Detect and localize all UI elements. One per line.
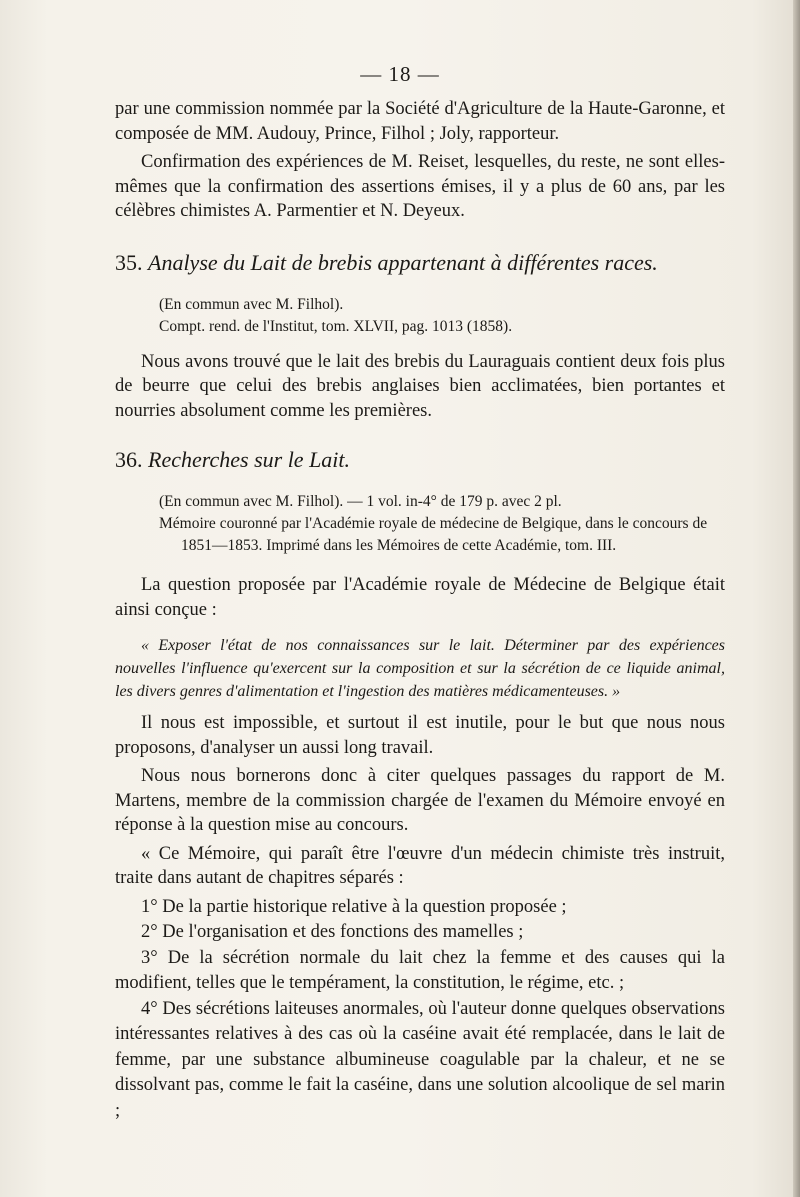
intro-paragraph-1: par une commission nommée par la Société d'Agriculture de la Haute-Garonne, et composée de MM. Audouy, Prince, Filhol ; Joly, rapporteur. xyxy=(115,99,725,144)
page-number: — 18 — xyxy=(360,62,440,86)
section-35-text: Nous avons trouvé que le lait des brebis du Lauraguais contient deux fois plus de beurre que celui des brebis anglaises bien acclimatées, bien portantes et nourries absolument comme les premières. xyxy=(115,351,725,421)
section-36-heading xyxy=(115,445,725,475)
page-edge-shadow xyxy=(793,0,800,1197)
list-item: 1° De la partie historique relative à la question proposée ; xyxy=(141,896,567,917)
section-35-heading xyxy=(115,248,725,278)
section-36-ref-1: (En commun avec M. Filhol). — 1 vol. in-4° de 179 p. avec 2 pl. xyxy=(159,493,562,510)
intro-paragraph-2: Confirmation des expériences de M. Reiset, lesquelles, du reste, ne sont elles-mêmes que la confirmation des assertions émises, il y a plus de 60 ans, par les célèbres chimistes A. Parmentier et N. Deyeux. xyxy=(115,152,725,221)
section-35-number: 35. xyxy=(115,249,143,275)
list-item: 2° De l'organisation et des fonctions des mamelles ; xyxy=(141,922,524,942)
list-item: 4° Des sécrétions laiteuses anormales, où l'auteur donne quelques observations intéressantes relatives à des cas où la caséine avait été remplacée, dans le lait de femme, par une substance albumineuse coagulable par la chaleur, et ne se dissolvant pas, comme le fait la caséine, dans une solution alcoolique de sel marin ; xyxy=(115,998,725,1121)
section-35-title: Analyse du Lait de brebis appartenant à différentes races. xyxy=(148,249,658,275)
list-item: 3° De la sécrétion normale du lait chez la femme et des causes qui la modifient, telles que le tempérament, la constitution, le régime, etc. ; xyxy=(115,947,725,993)
section-36-paragraph-3: Nous nous bornerons donc à citer quelques passages du rapport de M. Martens, membre de la commission chargée de l'examen du Mémoire envoyé en réponse à la question mise au concours. xyxy=(115,766,725,835)
section-35-ref-1: (En commun avec M. Filhol). xyxy=(159,295,344,313)
section-36-quote: « Exposer l'état de nos connaissances sur le lait. Déterminer par des expériences nouvelles l'influence qu'exercent sur la composition et sur la sécrétion de ce liquide animal, les divers genres d'alimentation et l'ingestion des matières médicamenteuses. » xyxy=(115,637,725,700)
section-35-ref-2: Compt. rend. de l'Institut, tom. XLVII, pag. 1013 (1858). xyxy=(159,317,513,335)
section-36-paragraph-4: « Ce Mémoire, qui paraît être l'œuvre d'un médecin chimiste très instruit, traite dans autant de chapitres séparés : xyxy=(115,843,725,888)
page-body xyxy=(115,97,725,1124)
section-36-title: Recherches sur le Lait. xyxy=(148,447,351,472)
section-36-number: 36. xyxy=(115,447,143,472)
section-36-ref-2: Mémoire couronné par l'Académie royale de médecine de Belgique, dans le concours de 1851—1853. Imprimé dans les Mémoires de cette Académie, tom. III. xyxy=(159,515,708,554)
section-36-paragraph-1: La question proposée par l'Académie royale de Médecine de Belgique était ainsi conçue : xyxy=(115,575,725,620)
section-36-paragraph-2: Il nous est impossible, et surtout il est inutile, pour le but que nous nous proposons, d'analyser un aussi long travail. xyxy=(115,713,725,758)
